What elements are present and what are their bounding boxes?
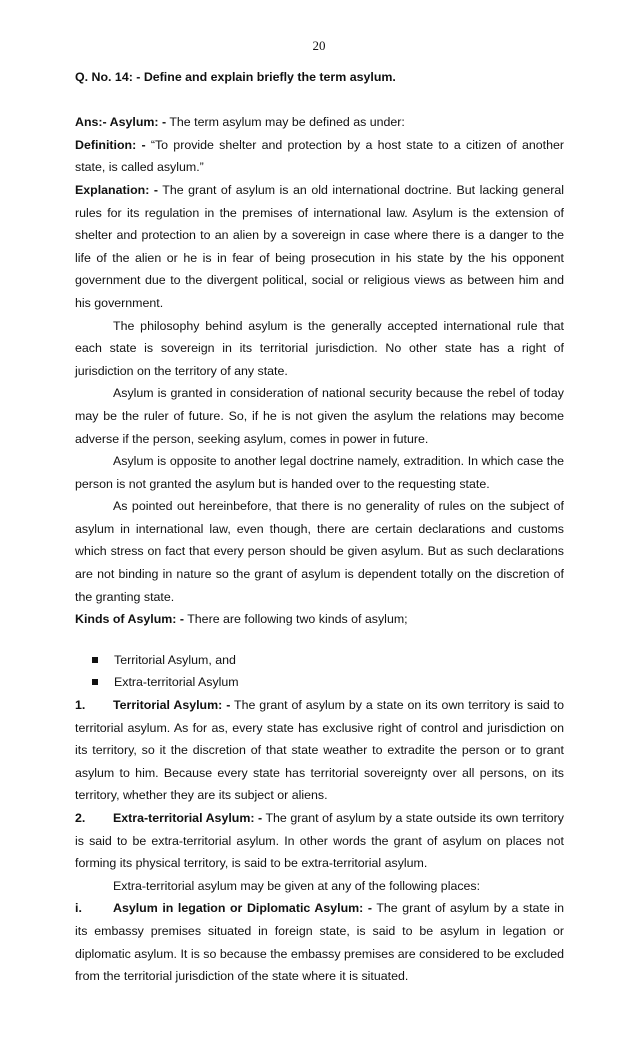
- definition-paragraph: [75, 134, 564, 179]
- paragraph-extradition: Asylum is opposite to another legal doctrine namely, extradition. In which case the person is not granted the asylum but is handed over to the requesting state.: [75, 454, 564, 491]
- territorial-asylum-paragraph: [75, 694, 564, 807]
- answer-line: [75, 111, 564, 134]
- square-bullet-icon: [92, 679, 98, 685]
- question-heading: Q. No. 14: - Define and explain briefly the term asylum.: [75, 70, 396, 84]
- item-number: 2.: [75, 811, 86, 825]
- list-item: [92, 671, 564, 694]
- paragraph-declarations: As pointed out hereinbefore, that there is no generality of rules on the subject of asylum in international law, even though, there are certain declarations and customs which stress on fact that every person should be given asylum. But as such declarations are not binding in nature so the grant of asylum is dependent totally on the discretion of the granting state.: [75, 499, 564, 604]
- paragraph-philosophy: The philosophy behind asylum is the generally accepted international rule that each state is sovereign in its territorial jurisdiction. No other state has a right of jurisdiction on the territory of any state.: [75, 318, 564, 378]
- kinds-text: There are following two kinds of asylum;: [184, 612, 408, 627]
- kinds-list: [75, 649, 564, 694]
- diplomatic-asylum-text: The grant of asylum by a state in its embassy premises situated in foreign state, is said to be asylum in legation or diplomatic asylum. It is so because the embassy premises are considered to be excluded from the territorial jurisdiction of the state where it is situated.: [75, 901, 564, 984]
- answer-text: The term asylum may be defined as under:: [166, 115, 405, 130]
- kinds-paragraph: [75, 608, 564, 631]
- explanation-text: The grant of asylum is an old international doctrine. But lacking general rules for its regulation in the premises of international law. Asylum is the extension of shelter and protection to an alien by a sovereign in case where there is a danger to the life of the alien or he is in fear of being prosecution in his state by the his opponent government due to the divergent political, social or religious views as between him and his government.: [75, 182, 564, 310]
- extra-territorial-asylum-text: The grant of asylum by a state outside its own territory is said to be extra-territorial asylum. In other words the grant of asylum on places not forming its physical territory, is said to be extra-territorial asylum.: [75, 811, 564, 871]
- kinds-label: Kinds of Asylum: -: [75, 612, 184, 627]
- square-bullet-icon: [92, 657, 98, 663]
- territorial-asylum-label: Territorial Asylum: -: [113, 698, 231, 713]
- list-item: [92, 649, 564, 672]
- explanation-paragraph: [75, 179, 564, 315]
- extra-territorial-asylum-paragraph: [75, 807, 564, 875]
- diplomatic-asylum-label: Asylum in legation or Diplomatic Asylum: -: [113, 901, 372, 916]
- definition-text: “To provide shelter and protection by a host state to a citizen of another state, is called asylum.”: [75, 137, 564, 175]
- list-item-text: Territorial Asylum, and: [114, 652, 236, 667]
- item-number: 1.: [75, 698, 86, 713]
- definition-label: Definition: -: [75, 137, 146, 152]
- answer-label: Ans:- Asylum: -: [75, 115, 167, 130]
- page-number: 20: [312, 38, 326, 53]
- territorial-asylum-text: The grant of asylum by a state on its own territory is said to territorial asylum. As for as, every state has exclusive right of control and jurisdiction on its territory, so it the discretion of that state weather to extradite the person or to grant asylum to him. Because every state has territorial sovereignty over all persons, on its territory, whether they are its subject or aliens.: [75, 698, 564, 803]
- item-number: i.: [75, 901, 82, 916]
- places-intro: Extra-territorial asylum may be given at any of the following places:: [113, 878, 481, 893]
- extra-territorial-asylum-label: Extra-territorial Asylum: -: [113, 811, 263, 825]
- explanation-label: Explanation: -: [75, 182, 158, 197]
- diplomatic-asylum-paragraph: [75, 897, 564, 987]
- document-body: [75, 66, 564, 988]
- list-item-text: Extra-territorial Asylum: [114, 675, 239, 690]
- paragraph-security: Asylum is granted in consideration of national security because the rebel of today may be the ruler of future. So, if he is not given the asylum the relations may become adverse if the person, seeking asylum, comes in power in future.: [75, 386, 564, 446]
- spacer: [75, 631, 564, 649]
